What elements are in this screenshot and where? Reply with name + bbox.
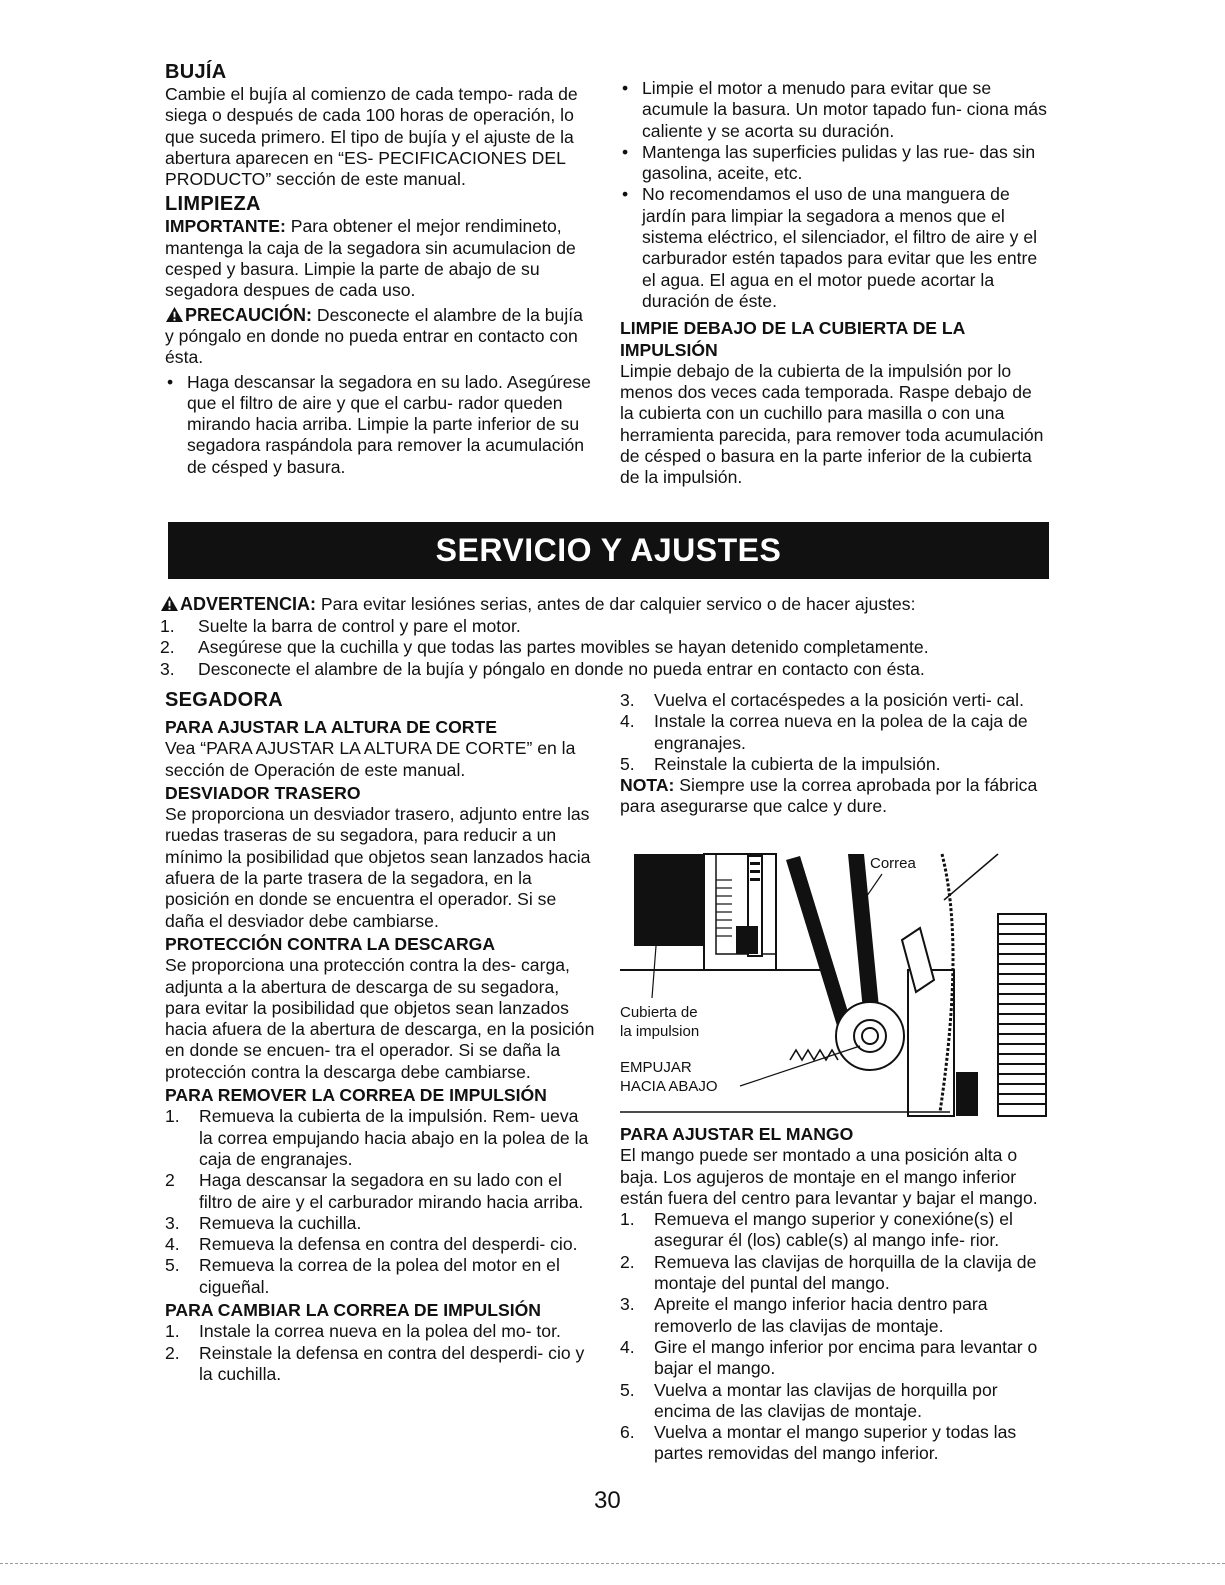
cambiar-correa-list: [165, 1321, 595, 1385]
list-item: 5. Vuelva a montar las clavijas de horquilla por encima de las clavijas de montaje.: [620, 1379, 998, 1421]
leader-cubierta: [652, 946, 656, 998]
list-item: 6. Vuelva a montar el mango superior y todas las partes removidas del mango inferior.: [620, 1422, 1017, 1464]
advertencia-block: [160, 594, 1060, 680]
label-cubierta-1: Cubierta de: [620, 1004, 698, 1021]
desviador-text: Se proporciona un desviador trasero, adjunto entre las ruedas traseras de su segadora, para reducir a un mínimo la posibilidad que objetos sean lanzados hacia afuera de la parte trasera de la segadora, en la posición en donde se encuentra el operador. Si se daña el desviador debe cambiarse.: [165, 804, 591, 931]
bottom-right-column-lower: [620, 1124, 1050, 1465]
altura-heading: PARA AJUSTAR LA ALTURA DE CORTE: [165, 717, 497, 737]
label-empujar-2: HACIA ABAJO: [620, 1078, 718, 1095]
list-item: 2. Reinstale la defensa en contra del desperdi- cio y la cuchilla.: [165, 1342, 585, 1384]
cambiar-correa-list-cont: [620, 690, 1050, 775]
remover-correa-list: [165, 1106, 595, 1298]
list-item: 4. Gire el mango inferior por encima para levantar o bajar el mango.: [620, 1336, 1038, 1379]
importante-paragraph: [165, 216, 595, 301]
importante-label: IMPORTANTE:: [165, 216, 286, 237]
list-item: • No recomendamos el uso de una manguera de jardín para limpiar la segadora a menos que el sistema eléctrico, el silenciador, el filtro de aire y el carburador estén tapados para evitar que les entre el agua. El agua en el motor puede acortar la duración de éste.: [620, 184, 1050, 312]
list-item: 4. Remueva la defensa en contra del desperdi- cio.: [165, 1234, 578, 1255]
leader-empujar: [740, 1046, 860, 1086]
engine-block: [634, 854, 704, 946]
remover-correa-heading: PARA REMOVER LA CORREA DE IMPULSIÓN: [165, 1085, 547, 1106]
precaucion-paragraph: [165, 305, 595, 369]
bottom-right-column-upper: [620, 690, 1050, 818]
label-cubierta-2: la impulsion: [620, 1023, 700, 1040]
pulley-hub: [862, 1028, 878, 1044]
bottom-left-column: [165, 688, 595, 1385]
list-item: 1. Remueva el mango superior y conexióne(s) el asegurar él (los) cable(s) al mango infe- rior.: [620, 1209, 1013, 1251]
precaucion-text: Desconecte el alambre de la bujía y póngalo en donde no pueda entrar en contacto con ésta.: [165, 304, 583, 368]
top-right-column: [620, 78, 1050, 489]
top-left-column: [165, 60, 595, 478]
label-correa: Correa: [870, 855, 916, 872]
limpieza-bullets-right: [620, 78, 1050, 312]
mango-list: [620, 1209, 1050, 1465]
page-number: 30: [594, 1487, 621, 1514]
list-item: 1. Remueva la cubierta de la impulsión. Rem- ueva la correa empujando hacia abajo en la polea de la caja de engranajes.: [165, 1106, 589, 1169]
importante-text: Para obtener el mejor rendimineto, mantenga la caja de la segadora sin acumulacion de cesped y basura. Limpie la parte de abajo de su segadora despues de cada uso.: [165, 216, 576, 301]
advertencia-paragraph: [160, 594, 1060, 616]
bujia-heading: BUJÍA: [165, 61, 227, 83]
list-item: 1. Suelte la barra de control y pare el motor.: [160, 615, 521, 636]
list-item: 2. Remueva las clavijas de horquilla de la clavija de montaje del puntal del mango.: [620, 1251, 1037, 1294]
nota-paragraph: [620, 775, 1050, 818]
warning-icon: [165, 306, 184, 323]
limpie-cubierta-text: Limpie debajo de la cubierta de la impulsión por lo menos dos veces cada temporada. Raspe debajo de la cubierta con un cuchillo para masilla o con una herramienta parecida, para remover toda acumulación de césped o basura en la parte inferior de la cubierta de la impulsión.: [620, 360, 1044, 488]
list-item: • Haga descansar la segadora en su lado. Asegúrese que el filtro de aire y que el carbu- rador queden mirando hacia arriba. Limpie la parte inferior de su segadora raspándola para remover la acumulación de césped y basura.: [165, 372, 595, 478]
spring: [790, 1050, 838, 1060]
warning-icon: [160, 595, 179, 612]
section-banner: SERVICIO Y AJUSTES: [168, 522, 1049, 579]
mango-heading: PARA AJUSTAR EL MANGO: [620, 1124, 854, 1144]
limpie-cubierta-heading: LIMPIE DEBAJO DE LA CUBIERTA DE LA IMPULSIÓN: [620, 318, 965, 360]
wheel-hub: [956, 1072, 978, 1116]
list-item: 1. Instale la correa nueva en la polea del mo- tor.: [165, 1321, 561, 1342]
handle-line: [944, 854, 998, 900]
list-item: 2. Asegúrese que la cuchilla y que todas las partes movibles se hayan detenido completamente.: [160, 637, 929, 657]
proteccion-heading: PROTECCIÓN CONTRA LA DESCARGA: [165, 933, 496, 954]
nota-text: Siempre use la correa aprobada por la fábrica para asegurarse que calce y dure.: [620, 775, 1038, 817]
list-item: 4. Instale la correa nueva en la polea de la caja de engranajes.: [620, 711, 1028, 753]
list-item: • Mantenga las superficies pulidas y las rue- das sin gasolina, aceite, etc.: [620, 142, 1050, 185]
advertencia-text: Para evitar lesiónes serias, antes de dar calquier servico o de hacer ajustes:: [320, 594, 916, 614]
list-item: • Limpie el motor a menudo para evitar que se acumule la basura. Un motor tapado fun- ciona más caliente y se acorta su duración.: [620, 78, 1050, 142]
list-item: 5. Reinstale la cubierta de la impulsión.: [620, 753, 941, 774]
label-empujar-1: EMPUJAR: [620, 1059, 692, 1076]
bujia-text: Cambie el bujía al comienzo de cada tempo- rada de siega o después de cada 100 horas de operación, lo que suceda primero. El tipo de bujía y el ajuste de la abertura aparecen en “ES- PECIFICACIONES DEL PRODUCTO” sección de este manual.: [165, 84, 578, 190]
cambiar-correa-heading: PARA CAMBIAR LA CORREA DE IMPULSIÓN: [165, 1300, 541, 1321]
list-item: 5. Remueva la correa de la polea del motor en el cigueñal.: [165, 1255, 560, 1297]
precaucion-label: PRECAUCIÓN:: [185, 304, 313, 325]
list-item: 3. Apreite el mango inferior hacia dentro para removerlo de las clavijas de montaje.: [620, 1294, 988, 1336]
list-item: 2 Haga descansar la segadora en su lado con el filtro de aire y el carburador mirando hacia arriba.: [165, 1170, 584, 1212]
page-bottom-edge: [0, 1563, 1225, 1564]
list-item: 3. Remueva la cuchilla.: [165, 1212, 362, 1233]
list-item: 3. Vuelva el cortacéspedes a la posición verti- cal.: [620, 690, 1024, 710]
engine-fins: [716, 880, 732, 936]
altura-text: Vea “PARA AJUSTAR LA ALTURA DE CORTE” en la sección de Operación de este manual.: [165, 738, 576, 780]
advertencia-label: ADVERTENCIA:: [180, 594, 317, 614]
proteccion-text: Se proporciona una protección contra la des- carga, adjunta a la abertura de descarga de su segadora, para evitar la posibilidad que objetos sean lanzados hacia afuera de la abertura de descarga, en la posición en donde se encuen- tra el operador. Si se daña la protección contra la descarga debe cambiarse.: [165, 955, 595, 1082]
drive-belt-diagram: [620, 850, 1048, 1118]
limpieza-bullet-list: [165, 372, 595, 478]
desviador-heading: DESVIADOR TRASERO: [165, 782, 361, 803]
chain: [940, 854, 953, 1112]
nota-label: NOTA:: [620, 775, 675, 796]
arm: [902, 928, 934, 992]
limpieza-heading: LIMPIEZA: [165, 193, 261, 216]
segadora-heading: SEGADORA: [165, 689, 283, 711]
list-item: 3. Desconecte el alambre de la bujía y póngalo en donde no pueda entrar en contacto con ésta.: [160, 658, 925, 679]
mango-text: El mango puede ser montado a una posición alta o baja. Los agujeros de montaje en el mango inferior están fuera del centro para levantar y bajar el mango.: [620, 1145, 1038, 1208]
advertencia-list: [160, 616, 1060, 681]
